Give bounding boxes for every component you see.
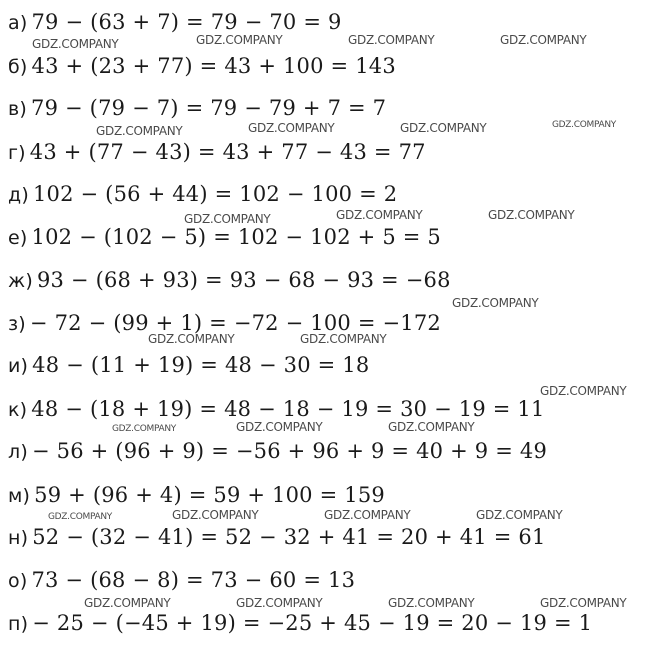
line-expression: 93 − (68 + 93) = 93 − 68 − 93 = −68 bbox=[36, 268, 451, 292]
equation-line-p bbox=[8, 610, 592, 637]
watermark: GDZ.COMPANY bbox=[540, 596, 627, 610]
line-label: ж) bbox=[8, 270, 33, 292]
watermark: GDZ.COMPANY bbox=[84, 596, 171, 610]
watermark: GDZ.COMPANY bbox=[236, 596, 323, 610]
watermark: GDZ.COMPANY bbox=[500, 33, 587, 47]
line-label: и) bbox=[8, 355, 29, 377]
watermark: GDZ.COMPANY bbox=[300, 332, 387, 346]
equation-line-i bbox=[8, 352, 369, 379]
line-expression: 79 − (63 + 7) = 79 − 70 = 9 bbox=[31, 10, 342, 34]
equation-line-zh bbox=[8, 267, 451, 294]
line-label: л) bbox=[8, 441, 28, 463]
watermark: GDZ.COMPANY bbox=[248, 121, 335, 135]
line-label: о) bbox=[8, 570, 28, 592]
equation-line-n bbox=[8, 524, 546, 551]
equation-line-l bbox=[8, 438, 547, 465]
watermark: GDZ.COMPANY bbox=[452, 296, 539, 310]
equation-line-v bbox=[8, 95, 386, 122]
watermark: GDZ.COMPANY bbox=[196, 33, 283, 47]
watermark: GDZ.COMPANY bbox=[476, 508, 563, 522]
equation-line-b bbox=[8, 53, 396, 80]
line-label: г) bbox=[8, 142, 26, 164]
line-label: п) bbox=[8, 613, 29, 635]
equation-line-a bbox=[8, 9, 342, 36]
line-expression: 52 − (32 − 41) = 52 − 32 + 41 = 20 + 41 = 61 bbox=[32, 525, 546, 549]
line-label: б) bbox=[8, 56, 28, 78]
watermark: GDZ.COMPANY bbox=[552, 120, 617, 130]
equation-line-e bbox=[8, 224, 441, 251]
equation-line-o bbox=[8, 567, 355, 594]
line-expression: 48 − (18 + 19) = 48 − 18 − 19 = 30 − 19 = 11 bbox=[31, 397, 545, 421]
line-label: н) bbox=[8, 527, 29, 549]
line-label: а) bbox=[8, 12, 28, 34]
watermark: GDZ.COMPANY bbox=[236, 420, 323, 434]
watermark: GDZ.COMPANY bbox=[32, 37, 119, 51]
equation-line-d bbox=[8, 181, 397, 208]
watermark: GDZ.COMPANY bbox=[336, 208, 423, 222]
line-label: в) bbox=[8, 98, 28, 120]
watermark: GDZ.COMPANY bbox=[148, 332, 235, 346]
watermark: GDZ.COMPANY bbox=[540, 384, 627, 398]
line-label: д) bbox=[8, 184, 29, 206]
line-expression: − 56 + (96 + 9) = −56 + 96 + 9 = 40 + 9 = 49 bbox=[31, 439, 548, 463]
watermark: GDZ.COMPANY bbox=[48, 512, 113, 522]
line-expression: 59 + (96 + 4) = 59 + 100 = 159 bbox=[34, 483, 385, 507]
equation-line-m bbox=[8, 482, 385, 509]
watermark: GDZ.COMPANY bbox=[172, 508, 259, 522]
equation-line-g bbox=[8, 139, 426, 166]
watermark: GDZ.COMPANY bbox=[324, 508, 411, 522]
line-label: м) bbox=[8, 485, 31, 507]
watermark: GDZ.COMPANY bbox=[112, 424, 177, 434]
line-expression: − 25 − (−45 + 19) = −25 + 45 − 19 = 20 − 19 = 1 bbox=[32, 611, 593, 635]
line-label: е) bbox=[8, 227, 28, 249]
watermark: GDZ.COMPANY bbox=[96, 124, 183, 138]
line-expression: − 72 − (99 + 1) = −72 − 100 = −172 bbox=[29, 311, 441, 335]
line-expression: 102 − (102 − 5) = 102 − 102 + 5 = 5 bbox=[31, 225, 441, 249]
line-label: к) bbox=[8, 399, 28, 421]
watermark: GDZ.COMPANY bbox=[348, 33, 435, 47]
line-expression: 73 − (68 − 8) = 73 − 60 = 13 bbox=[31, 568, 356, 592]
equation-line-k bbox=[8, 396, 545, 423]
line-label: з) bbox=[8, 313, 26, 335]
line-expression: 102 − (56 + 44) = 102 − 100 = 2 bbox=[32, 182, 398, 206]
watermark: GDZ.COMPANY bbox=[388, 596, 475, 610]
line-expression: 79 − (79 − 7) = 79 − 79 + 7 = 7 bbox=[31, 96, 387, 120]
watermark: GDZ.COMPANY bbox=[184, 212, 271, 226]
watermark: GDZ.COMPANY bbox=[388, 420, 475, 434]
line-expression: 43 + (23 + 77) = 43 + 100 = 143 bbox=[31, 54, 396, 78]
watermark: GDZ.COMPANY bbox=[488, 208, 575, 222]
line-expression: 43 + (77 − 43) = 43 + 77 − 43 = 77 bbox=[29, 140, 426, 164]
watermark: GDZ.COMPANY bbox=[400, 121, 487, 135]
line-expression: 48 − (11 + 19) = 48 − 30 = 18 bbox=[32, 353, 370, 377]
